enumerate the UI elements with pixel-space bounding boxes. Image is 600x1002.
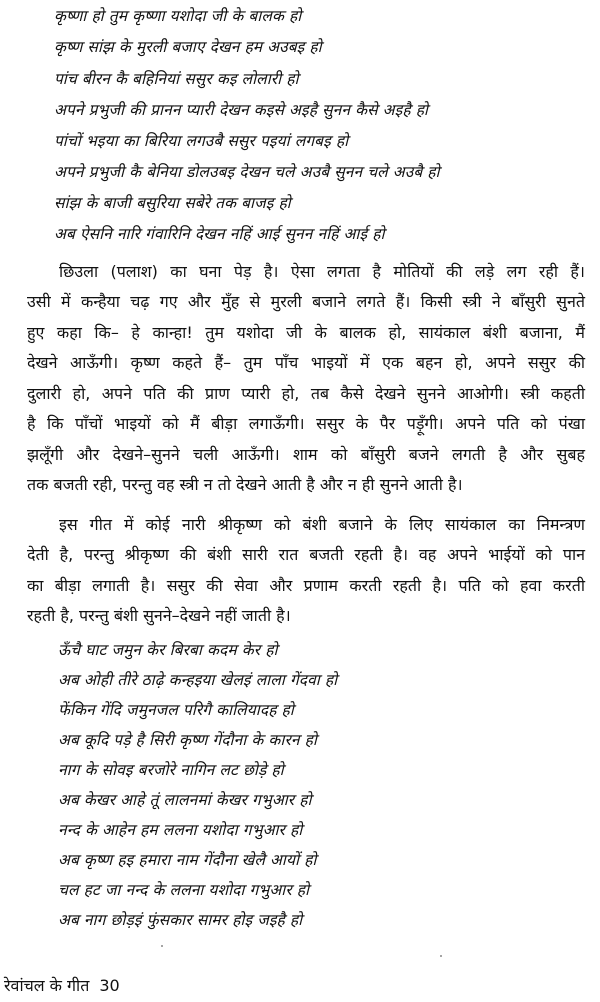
verse-line: ऊँचै घाट जमुन केर बिरबा कदम केर हो xyxy=(58,641,278,659)
verse-line: फेंकिन गेंदि जमुनजल परिगै कालियादह हो xyxy=(58,701,294,719)
paragraph-line: छिउला (पलाश) का घना पेड़ है। ऐसा लगता है मोतियों की लड़े लग रही हैं। xyxy=(59,262,585,281)
paragraph-line: उसी में कन्हैया चढ़ गए और मुँह से मुरली बजाने लगते हैं। किसी स्त्री ने बाँसुरी सुनते xyxy=(27,292,585,311)
verse-line: अब ऐसनि नारि गंवारिनि देखन नहिं आई सुनन नहिं आई हो xyxy=(54,225,385,243)
paragraph-line: रहती है, परन्तु बंशी सुनने–देखने नहीं जाती है। xyxy=(27,606,291,625)
verse-line: पांच बीरन कै बहिनियां ससुर कइ लोलारी हो xyxy=(54,70,299,88)
paragraph-line: हुए कहा कि– हे कान्हा! तुम यशोदा जी के बालक हो, सायंकाल बंशी बजाना, मैं xyxy=(27,323,585,342)
paragraph-line: तक बजती रही, परन्तु वह स्त्री न तो देखने आती है और न ही सुनने आती है। xyxy=(27,475,463,494)
paragraph-line: झलूँगी और देखने–सुनने चली आऊँगी। शाम को बाँसुरी बजने लगती है और सुबह xyxy=(27,445,585,464)
verse-line: कृष्णा हो तुम कृष्णा यशोदा जी के बालक हो xyxy=(54,7,302,25)
verse-line: सांझ के बाजी बसुरिया सबेरे तक बाजइ हो xyxy=(54,194,291,212)
book-title: रेवांचल के गीत xyxy=(4,976,90,995)
verse-line: नन्द के आहेन हम ललना यशोदा गभुआर हो xyxy=(58,821,303,839)
verse-line: अब केखर आहे तूं लालनमां केखर गभुआर हो xyxy=(58,791,312,809)
verse-line: चल हट जा नन्द के ललना यशोदा गभुआर हो xyxy=(58,881,310,899)
verse-line: नाग के सोवइ बरजोरे नागिन लट छोड़े हो xyxy=(58,761,284,779)
paragraph-line: दुलारी हो, अपने पति की प्राण प्यारी हो, तब कैसे देखने सुनने आओगी। स्त्री कहती xyxy=(27,384,585,403)
verse-line: अपने प्रभुजी कै बेनिया डोलउबइ देखन चले अउबै सुनन चले अउबै हो xyxy=(54,163,440,181)
paragraph-line: है कि पाँचों भाइयों को मैं बीड़ा लगाऊँगी। ससुर के पैर पड़ूँगी। अपने पति को पंखा xyxy=(27,414,585,433)
paragraph-line: देखने आऊँगी। कृष्ण कहते हैं– तुम पाँच भाइयों में एक बहन हो, अपने ससुर की xyxy=(27,353,585,372)
verse-line: अपने प्रभुजी की प्रानन प्यारी देखन कइसे अइहै सुनन कैसे अइहै हो xyxy=(54,101,429,119)
verse-line: अब कूदि पड़े है सिरी कृष्ण गेंदौना के कारन हो xyxy=(58,731,317,749)
paragraph-line: का बीड़ा लगाती है। ससुर की सेवा और प्रणाम करती रहती है। पति को हवा करती xyxy=(27,576,585,595)
verse-line: अब कृष्ण हइ हमारा नाम गेंदौना खेलै आयों हो xyxy=(58,851,317,869)
verse-line: अब नाग छोड़इं फुंसकार सामर होइ जइहै हो xyxy=(58,911,303,929)
page-number: 30 xyxy=(99,976,120,995)
paragraph-line: इस गीत में कोई नारी श्रीकृष्ण को बंशी बजाने के लिए सायंकाल का निमन्त्रण xyxy=(59,515,585,534)
paragraph-line: देती है, परन्तु श्रीकृष्ण की बंशी सारी रात बजती रहती है। वह अपने भाईयों को पान xyxy=(27,545,585,564)
scan-speck xyxy=(440,955,442,957)
verse-line: अब ओही तीरे ठाढ़े कन्हइया खेलइं लाला गेंदवा हो xyxy=(58,671,338,689)
verse-line: पांचों भइया का बिरिया लगउबै ससुर पइयां लगबइ हो xyxy=(54,132,349,150)
verse-line: कृष्ण सांझ के मुरली बजाए देखन हम अउबइ हो xyxy=(54,38,322,56)
page-footer xyxy=(4,976,120,996)
scan-speck xyxy=(161,945,163,947)
